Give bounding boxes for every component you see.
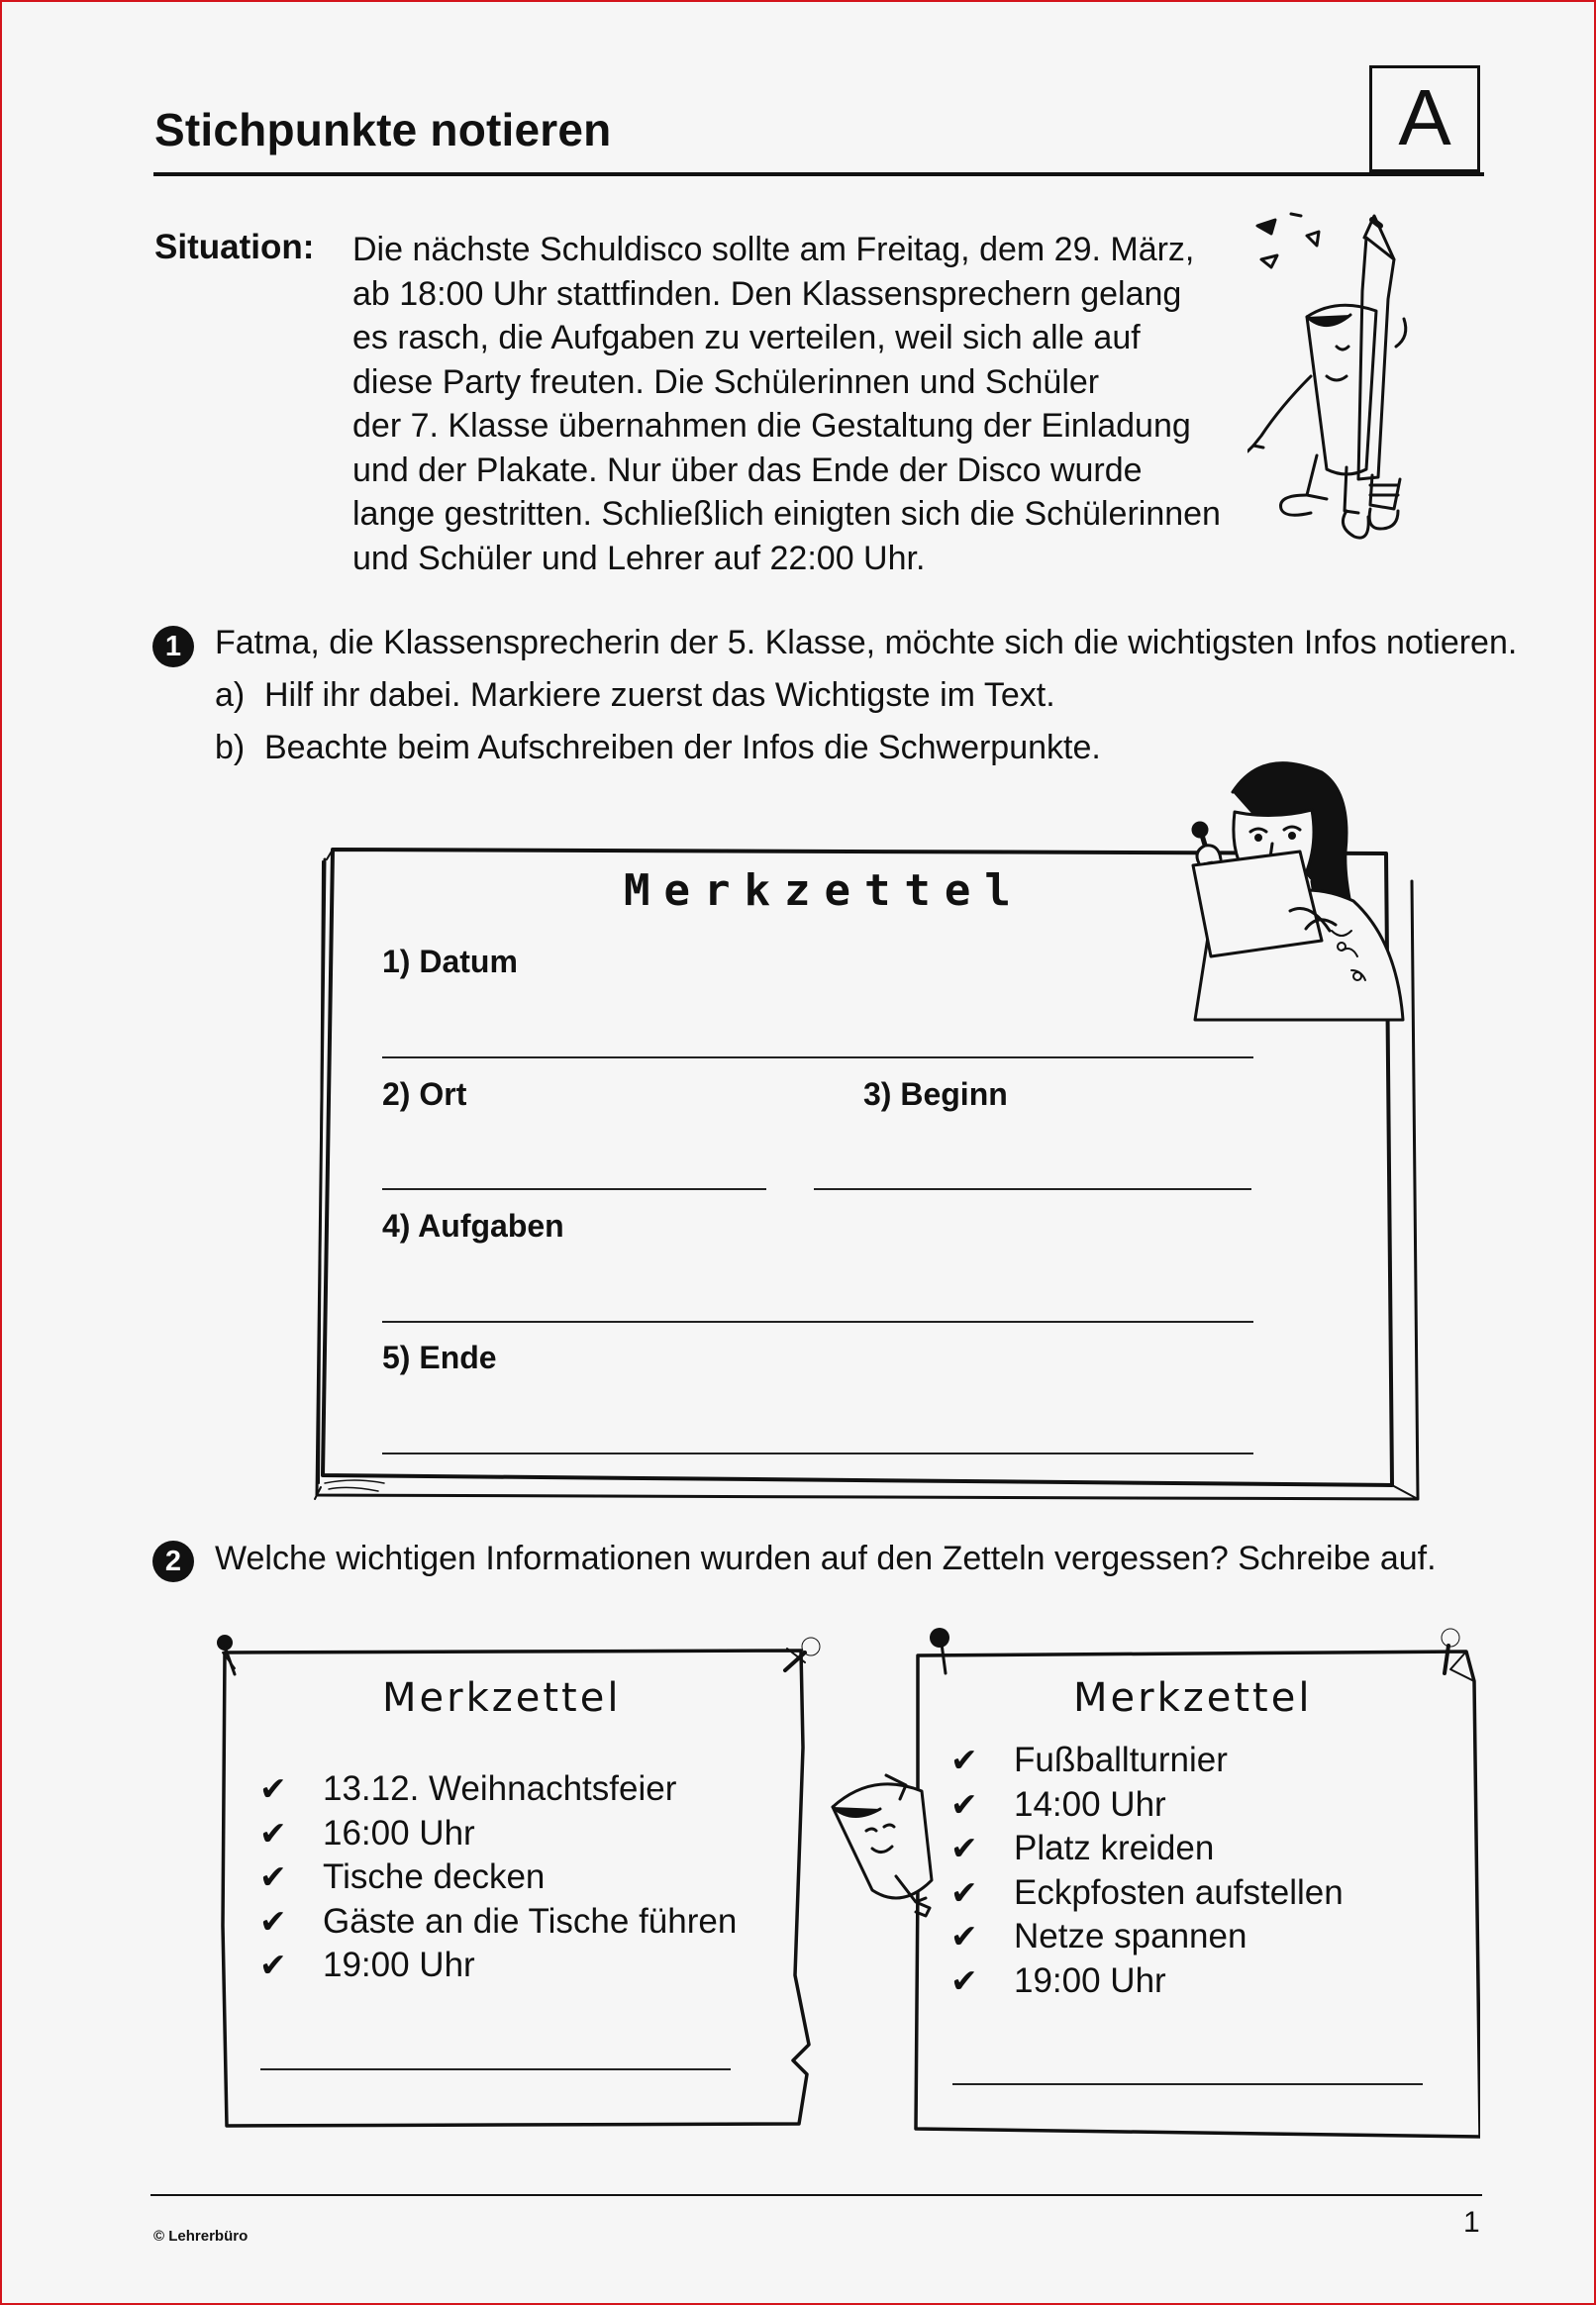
checkmark-icon: ✔ bbox=[950, 1785, 978, 1823]
answer-line-right[interactable] bbox=[952, 2083, 1423, 2085]
situation-label: Situation: bbox=[154, 228, 315, 266]
footer-divider bbox=[150, 2194, 1482, 2196]
task-number-badge: 1 bbox=[152, 626, 194, 667]
situation-line: lange gestritten. Schließlich einigten sich die Schülerinnen bbox=[352, 495, 1221, 533]
title-divider bbox=[153, 172, 1484, 176]
level-badge: A bbox=[1369, 65, 1480, 172]
subtask-a-text: Hilf ihr dabei. Markiere zuerst das Wichtigste im Text. bbox=[264, 676, 1055, 714]
checkmark-icon: ✔ bbox=[950, 1830, 978, 1866]
checkmark-icon: ✔ bbox=[259, 1770, 287, 1807]
note-list-left bbox=[259, 1767, 737, 1988]
field-label-beginn: 3) Beginn bbox=[863, 1076, 1008, 1112]
situation-text bbox=[352, 228, 1244, 580]
situation-line: und Schüler und Lehrer auf 22:00 Uhr. bbox=[352, 539, 926, 577]
write-line-ort[interactable] bbox=[382, 1188, 766, 1190]
checkmark-icon: ✔ bbox=[259, 1858, 287, 1895]
situation-line: diese Party freuten. Die Schülerinnen und Schüler bbox=[352, 362, 1100, 401]
field-label-ort: 2) Ort bbox=[382, 1076, 467, 1112]
task1-instruction: Fatma, die Klassensprecherin der 5. Klasse, möchte sich die wichtigsten Infos notieren. bbox=[215, 624, 1518, 661]
girl-with-notepad-illustration bbox=[1173, 752, 1416, 1040]
task2-instruction: Welche wichtigen Informationen wurden auf den Zetteln vergessen? Schreibe auf. bbox=[215, 1540, 1437, 1577]
list-item: ✔ Tische decken bbox=[259, 1855, 737, 1900]
peeking-pencil-illustration bbox=[827, 1767, 950, 1936]
note-title-left: Merkzettel bbox=[382, 1675, 622, 1721]
memo-title: Merkzettel bbox=[624, 865, 1025, 916]
page-title: Stichpunkte notieren bbox=[154, 104, 612, 155]
situation-line: der 7. Klasse übernahmen die Gestaltung der Einladung bbox=[352, 407, 1191, 445]
field-label-ende: 5) Ende bbox=[382, 1340, 497, 1375]
list-item: ✔ 16:00 Uhr bbox=[259, 1812, 737, 1856]
list-item: ✔ 14:00 Uhr bbox=[950, 1783, 1344, 1828]
list-item: ✔ Eckpfosten aufstellen bbox=[950, 1871, 1344, 1916]
page-number: 1 bbox=[1463, 2206, 1480, 2239]
situation-line: es rasch, die Aufgaben zu verteilen, weil sich alle auf bbox=[352, 319, 1141, 356]
checkmark-icon: ✔ bbox=[259, 1814, 287, 1852]
list-item: ✔ 19:00 Uhr bbox=[259, 1944, 737, 1988]
write-line-ende[interactable] bbox=[382, 1453, 1253, 1454]
write-line-beginn[interactable] bbox=[814, 1188, 1251, 1190]
subtask-b-text: Beachte beim Aufschreiben der Infos die Schwerpunkte. bbox=[264, 729, 1101, 766]
checkmark-icon: ✔ bbox=[259, 1902, 287, 1940]
situation-line: und der Plakate. Nur über das Ende der Disco wurde bbox=[352, 451, 1143, 489]
subtask-label: b) bbox=[215, 729, 246, 766]
situation-line: ab 18:00 Uhr stattfinden. Den Klassensprechern gelang bbox=[352, 274, 1182, 313]
checkmark-icon: ✔ bbox=[950, 1918, 978, 1954]
list-item: ✔ 19:00 Uhr bbox=[950, 1959, 1344, 2004]
list-item: ✔ 13.12. Weihnachtsfeier bbox=[259, 1767, 737, 1812]
note-list-right bbox=[950, 1739, 1344, 2003]
copyright-text: © Lehrerbüro bbox=[153, 2228, 249, 2245]
checkmark-icon: ✔ bbox=[259, 1947, 287, 1983]
situation-line: Die nächste Schuldisco sollte am Freitag, dem 29. März, bbox=[352, 231, 1195, 268]
note-title-right: Merkzettel bbox=[1073, 1675, 1313, 1721]
answer-line-left[interactable] bbox=[260, 2068, 731, 2070]
list-item: ✔ Gäste an die Tische führen bbox=[259, 1900, 737, 1945]
subtask-label: a) bbox=[215, 676, 246, 714]
checkmark-icon: ✔ bbox=[950, 1873, 978, 1911]
write-line-datum[interactable] bbox=[382, 1056, 1253, 1058]
checkmark-icon: ✔ bbox=[950, 1961, 978, 1999]
list-item: ✔ Fußballturnier bbox=[950, 1739, 1344, 1783]
list-item: ✔ Netze spannen bbox=[950, 1915, 1344, 1959]
write-line-aufgaben[interactable] bbox=[382, 1321, 1253, 1323]
list-item: ✔ Platz kreiden bbox=[950, 1827, 1344, 1871]
field-label-datum: 1) Datum bbox=[382, 944, 518, 979]
checkmark-icon: ✔ bbox=[950, 1742, 978, 1778]
task-number-badge: 2 bbox=[152, 1541, 194, 1582]
field-label-aufgaben: 4) Aufgaben bbox=[382, 1208, 564, 1244]
pencil-characters-illustration bbox=[1247, 208, 1475, 594]
